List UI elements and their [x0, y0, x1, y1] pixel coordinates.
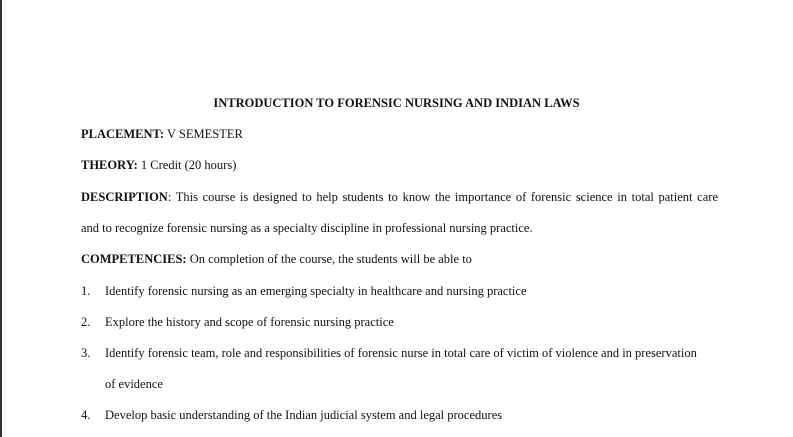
page-left-border: [0, 0, 2, 437]
list-text: Identify forensic team, role and responsibilities of forensic nurse in total care of victim of violence and in preservation: [105, 346, 697, 360]
list-text: Explore the history and scope of forensic nursing practice: [105, 315, 394, 329]
description-text-1: : This course is designed to help students to know the importance of forensic science in total patient care: [167, 190, 718, 204]
placement-line: [81, 126, 243, 142]
theory-label: THEORY:: [81, 158, 138, 172]
list-text-continued: of evidence: [105, 377, 163, 391]
list-number: 1.: [81, 284, 91, 298]
placement-value: V SEMESTER: [164, 127, 243, 141]
list-number: 3.: [81, 346, 91, 360]
competencies-value: On completion of the course, the students will be able to: [186, 252, 472, 266]
competencies-label: COMPETENCIES:: [81, 252, 187, 266]
placement-label: PLACEMENT:: [81, 127, 165, 141]
description-line-1: [81, 189, 718, 205]
document-title: INTRODUCTION TO FORENSIC NURSING AND INDIAN LAWS: [213, 96, 580, 110]
description-line-2: and to recognize forensic nursing as a specialty discipline in professional nursing practice.: [81, 221, 533, 235]
list-text: Identify forensic nursing as an emerging specialty in healthcare and nursing practice: [105, 284, 527, 298]
list-number: 2.: [81, 315, 91, 329]
description-label: DESCRIPTION: [81, 190, 168, 204]
theory-line: [81, 157, 236, 173]
list-text: Develop basic understanding of the Indian judicial system and legal procedures: [105, 408, 503, 422]
competencies-line: [81, 251, 472, 267]
theory-value: 1 Credit (20 hours): [137, 158, 237, 172]
list-number: 4.: [81, 408, 91, 422]
